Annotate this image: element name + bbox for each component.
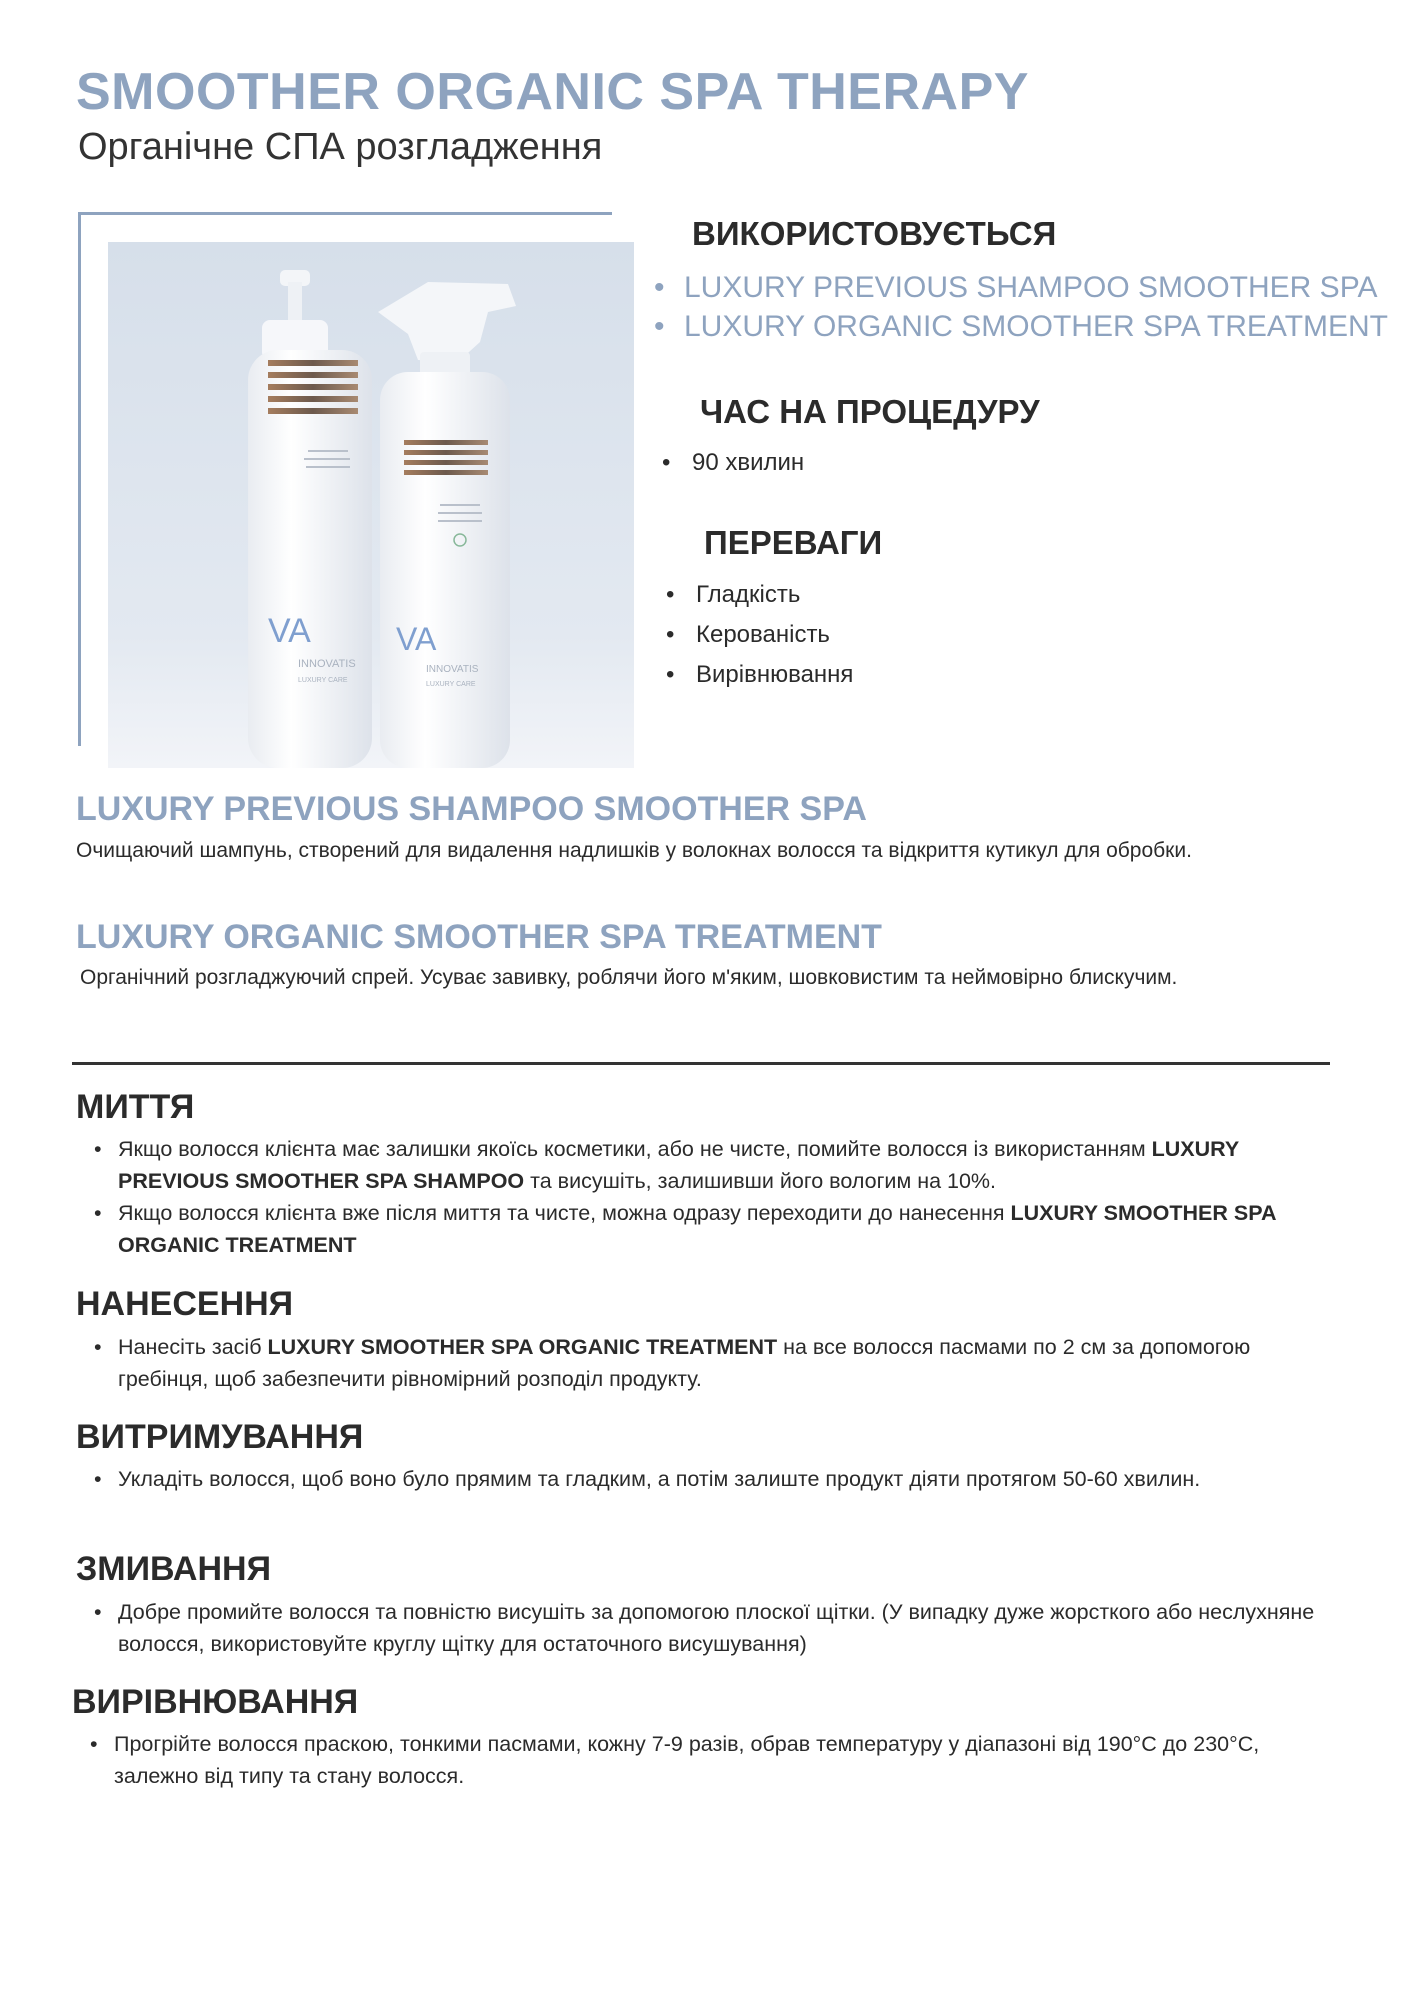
list-item: • LUXURY ORGANIC SMOOTHER SPA TREATMENT xyxy=(650,307,1388,346)
svg-text:INNOVATIS: INNOVATIS xyxy=(298,658,356,670)
product-name-shampoo: LUXURY PREVIOUS SHAMPOO SMOOTHER SPA xyxy=(76,790,867,828)
svg-text:INNOVATIS: INNOVATIS xyxy=(426,664,479,675)
section-heading-rinsing: ЗМИВАННЯ xyxy=(76,1550,272,1588)
washing-list xyxy=(76,1133,1326,1261)
list-item: • Добре промийте волосся та повністю висушіть за допомогою плоскої щітки. (У випадку дуже жорсткого або неслухняне волосся, використовуйте круглу щітку для остаточного висушування) xyxy=(76,1596,1326,1660)
list-item: • Вирівнювання xyxy=(662,655,853,695)
svg-text:LUXURY CARE: LUXURY CARE xyxy=(426,681,476,688)
product-photo xyxy=(108,242,634,768)
list-item: • LUXURY PREVIOUS SHAMPOO SMOOTHER SPA xyxy=(650,268,1388,307)
time-heading: ЧАС НА ПРОЦЕДУРУ xyxy=(700,393,1040,430)
list-item: • Якщо волосся клієнта вже після миття та чисте, можна одразу переходити до нанесення LUXURY SMOOTHER SPA ORGANIC TREATMENT xyxy=(76,1197,1326,1261)
page-subtitle: Органічне СПА розгладження xyxy=(78,126,603,168)
application-list xyxy=(76,1331,1326,1395)
section-heading-application: НАНЕСЕННЯ xyxy=(76,1285,294,1323)
rinsing-list xyxy=(76,1596,1326,1660)
used-list xyxy=(650,268,1388,346)
section-heading-straightening: ВИРІВНЮВАННЯ xyxy=(72,1683,359,1721)
list-item: • Керованість xyxy=(662,615,853,655)
svg-text:LUXURY CARE: LUXURY CARE xyxy=(298,677,348,684)
list-item: • Прогрійте волосся праскою, тонкими пасмами, кожну 7-9 разів, обрав температуру у діапазоні від 190°C до 230°C, залежно від типу та стану волосся. xyxy=(72,1728,1322,1792)
product-description-treatment: Органічний розгладжуючий спрей. Усуває завивку, роблячи його м'яким, шовковистим та неймовірно блискучим. xyxy=(80,966,1178,989)
product-description-shampoo: Очищаючий шампунь, створений для видалення надлишків у волокнах волосся та відкриття кутикул для обробки. xyxy=(76,839,1192,862)
frame-left-border xyxy=(78,212,81,746)
list-item: • Якщо волосся клієнта має залишки якоїсь косметики, або не чисте, помийте волосся із використанням LUXURY PREVIOUS SMOOTHER SPA SHAMPOO та висушіть, залишивши його вологим на 10%. xyxy=(76,1133,1326,1197)
page-title: SMOOTHER ORGANIC SPA THERAPY xyxy=(76,63,1029,121)
product-name-treatment: LUXURY ORGANIC SMOOTHER SPA TREATMENT xyxy=(76,918,882,956)
divider xyxy=(72,1062,1330,1065)
svg-text:VA: VA xyxy=(396,621,437,657)
straightening-list xyxy=(72,1728,1322,1792)
used-heading: ВИКОРИСТОВУЄТЬСЯ xyxy=(692,215,1057,252)
frame-top-border xyxy=(78,212,612,215)
benefits-heading: ПЕРЕВАГИ xyxy=(704,524,883,561)
benefits-list xyxy=(662,575,853,695)
time-value: • 90 хвилин xyxy=(658,443,804,483)
list-item: • Гладкість xyxy=(662,575,853,615)
list-item: • Укладіть волосся, щоб воно було прямим та гладким, а потім залиште продукт діяти протягом 50-60 хвилин. xyxy=(76,1463,1326,1495)
list-item: • Нанесіть засіб LUXURY SMOOTHER SPA ORGANIC TREATMENT на все волосся пасмами по 2 см за допомогою гребінця, щоб забезпечити рівномірний розподіл продукту. xyxy=(76,1331,1326,1395)
time-list xyxy=(658,443,804,483)
section-heading-washing: МИТТЯ xyxy=(76,1088,195,1126)
holding-list xyxy=(76,1463,1326,1495)
section-heading-holding: ВИТРИМУВАННЯ xyxy=(76,1418,364,1456)
brand-logo: VA xyxy=(268,612,311,650)
